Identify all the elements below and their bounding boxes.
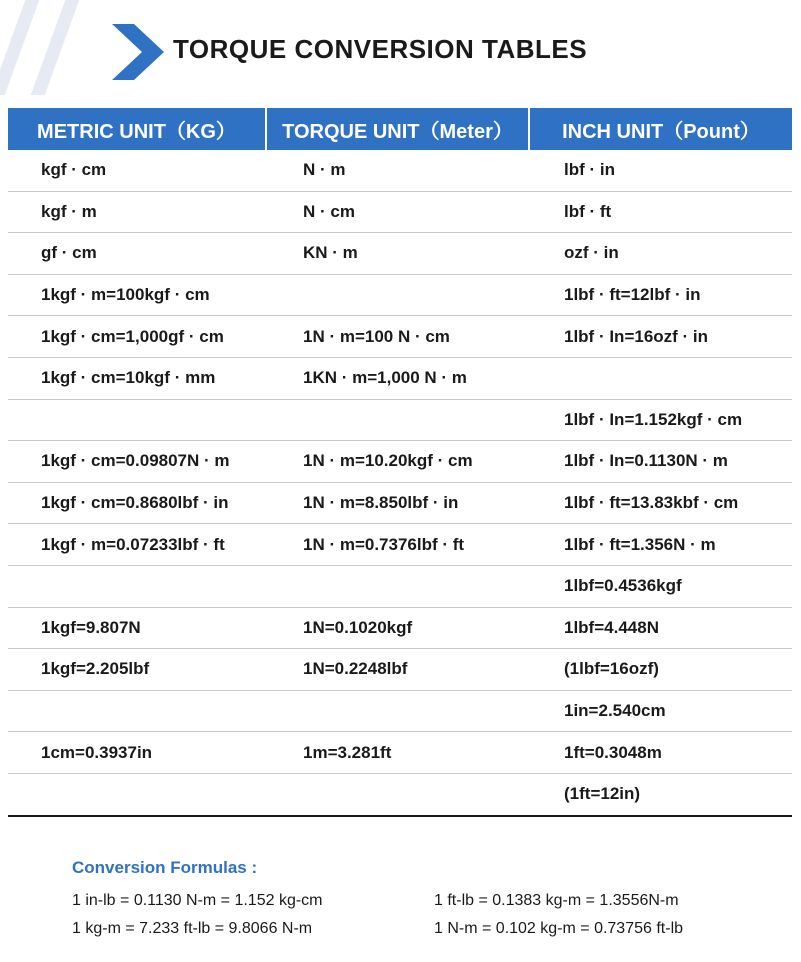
formula-item: 1 kg-m = 7.233 ft-lb = 9.8066 N-m: [72, 920, 313, 937]
metric-cell: 1cm=0.3937in: [8, 732, 266, 774]
metric-cell: 1kgf · cm=0.8680lbf · in: [8, 482, 266, 524]
torque-cell: [266, 399, 529, 441]
metric-cell: [8, 565, 266, 607]
inch-cell: 1lbf · In=1.152kgf · cm: [529, 399, 792, 441]
table-row: [8, 191, 792, 233]
inch-cell: [529, 357, 792, 399]
header: [0, 0, 801, 100]
table-row: [8, 316, 792, 358]
inch-cell: 1in=2.540cm: [529, 690, 792, 732]
table-row: [8, 482, 792, 524]
table-header-row: [8, 108, 792, 150]
formula-list: [72, 892, 772, 938]
torque-cell: [266, 690, 529, 732]
table-row: [8, 690, 792, 732]
formulas-title: Conversion Formulas :: [72, 858, 258, 877]
inch-cell: (1lbf=16ozf): [529, 649, 792, 691]
table-row: [8, 524, 792, 566]
column-header-metric: METRIC UNIT（KG）: [8, 108, 266, 150]
table-row: [8, 649, 792, 691]
inch-cell: 1lbf · In=16ozf · in: [529, 316, 792, 358]
metric-cell: 1kgf · cm=10kgf · mm: [8, 357, 266, 399]
formula-item: 1 N-m = 0.102 kg-m = 0.73756 ft-lb: [434, 920, 684, 937]
table-row: [8, 399, 792, 441]
torque-cell: 1N=0.1020kgf: [266, 607, 529, 649]
inch-cell: lbf · in: [529, 150, 792, 191]
metric-cell: gf · cm: [8, 233, 266, 275]
column-header-torque: TORQUE UNIT（Meter）: [266, 108, 529, 150]
table-row: [8, 732, 792, 774]
inch-cell: ozf · in: [529, 233, 792, 275]
torque-cell: N · m: [266, 150, 529, 191]
formula-item: 1 in-lb = 0.1130 N-m = 1.152 kg-cm: [72, 892, 323, 909]
table-row: [8, 274, 792, 316]
metric-cell: 1kgf · cm=1,000gf · cm: [8, 316, 266, 358]
metric-cell: kgf · cm: [8, 150, 266, 191]
formula-item: 1 ft-lb = 0.1383 kg-m = 1.3556N-m: [434, 892, 679, 909]
metric-cell: [8, 773, 266, 815]
inch-cell: 1lbf · In=0.1130N · m: [529, 441, 792, 483]
torque-cell: 1m=3.281ft: [266, 732, 529, 774]
torque-cell: 1N · m=100 N · cm: [266, 316, 529, 358]
metric-cell: 1kgf · cm=0.09807N · m: [8, 441, 266, 483]
metric-cell: 1kgf · m=100kgf · cm: [8, 274, 266, 316]
torque-cell: 1N · m=0.7376lbf · ft: [266, 524, 529, 566]
inch-cell: lbf · ft: [529, 191, 792, 233]
torque-cell: 1N · m=10.20kgf · cm: [266, 441, 529, 483]
page-title: TORQUE CONVERSION TABLES: [173, 34, 588, 64]
torque-cell: N · cm: [266, 191, 529, 233]
table-row: [8, 441, 792, 483]
inch-cell: 1lbf=0.4536kgf: [529, 565, 792, 607]
table-row: [8, 233, 792, 275]
table-row: [8, 773, 792, 815]
torque-cell: 1N · m=8.850lbf · in: [266, 482, 529, 524]
inch-cell: 1lbf · ft=1.356N · m: [529, 524, 792, 566]
conversion-formulas: [72, 858, 772, 938]
inch-cell: 1ft=0.3048m: [529, 732, 792, 774]
torque-cell: [266, 773, 529, 815]
inch-cell: (1ft=12in): [529, 773, 792, 815]
inch-cell: 1lbf · ft=12lbf · in: [529, 274, 792, 316]
torque-cell: KN · m: [266, 233, 529, 275]
torque-cell: [266, 565, 529, 607]
inch-cell: 1lbf · ft=13.83kbf · cm: [529, 482, 792, 524]
metric-cell: [8, 399, 266, 441]
table-row: [8, 357, 792, 399]
torque-cell: 1KN · m=1,000 N · m: [266, 357, 529, 399]
metric-cell: kgf · m: [8, 191, 266, 233]
column-header-inch: INCH UNIT（Pount）: [529, 108, 792, 150]
torque-cell: [266, 274, 529, 316]
table-row: [8, 150, 792, 191]
inch-cell: 1lbf=4.448N: [529, 607, 792, 649]
metric-cell: 1kgf=2.205lbf: [8, 649, 266, 691]
conversion-table: [8, 108, 792, 817]
metric-cell: [8, 690, 266, 732]
chevron-right-icon: [112, 24, 164, 80]
torque-cell: 1N=0.2248lbf: [266, 649, 529, 691]
table-row: [8, 565, 792, 607]
metric-cell: 1kgf · m=0.07233lbf · ft: [8, 524, 266, 566]
table-row: [8, 607, 792, 649]
metric-cell: 1kgf=9.807N: [8, 607, 266, 649]
